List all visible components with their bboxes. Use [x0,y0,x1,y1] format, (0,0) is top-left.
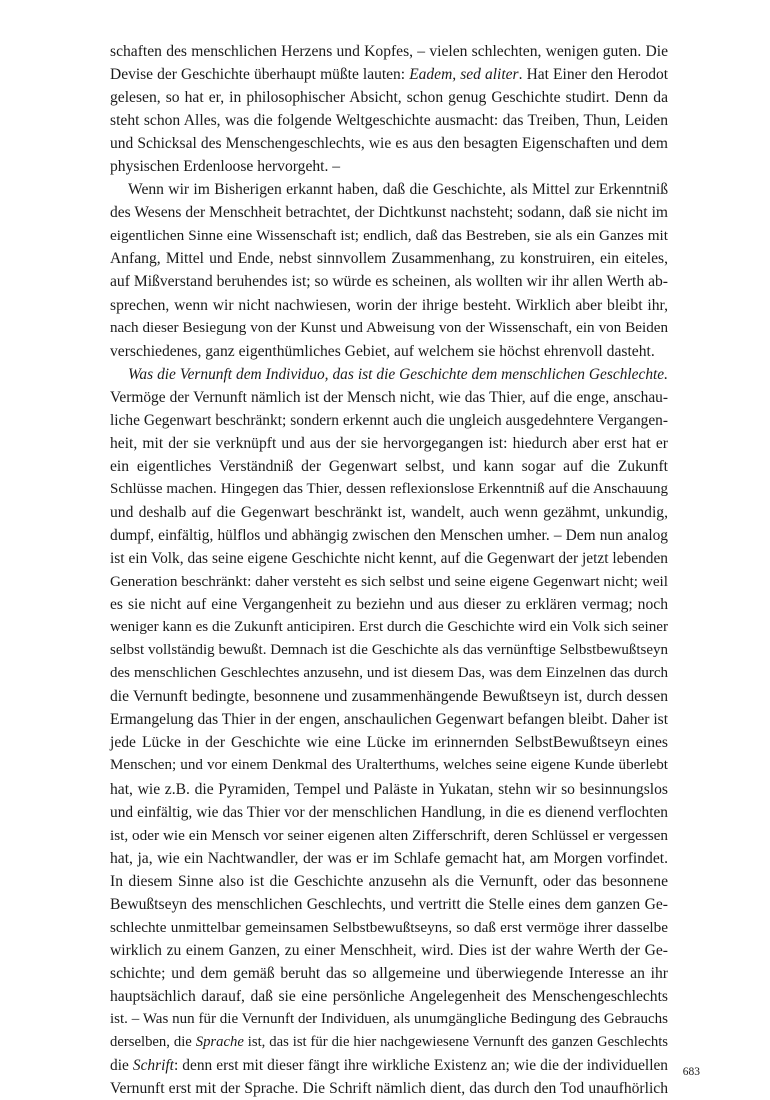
text-line: des menschlichen Geschlechtes anzusehn, und ist diesem Das, was dem Einzelnen das durch [110,665,668,682]
page-body [110,40,668,1100]
text-line: Bewußtseyn des menschlichen Geschlechts, und vertritt die Stelle eines dem ganzen Ge- [110,895,668,913]
text-line: gelesen, so hat er, in philosophischer Absicht, schon genug Geschichte studirt. Denn da [110,89,668,107]
text-line: weniger kann es die Zukunft anticipiren. Erst durch die Geschichte wird ein Volk sich seiner [110,619,668,636]
text-line: Vernunft erst mit der Sprache. Die Schrift nämlich dient, das durch den Tod unaufhörlich [110,1080,668,1098]
text-line: dumpf, einfältig, hülflos und abhängig zwischen den Menschen umher. – Dem nun analog [110,526,668,544]
text-line: Vermöge der Vernunft nämlich ist der Mensch nicht, wie das Thier, auf die enge, anschau- [110,388,668,406]
text-line: derselben, die Sprache ist, das ist für die hier nachgewiesene Vernunft des ganzen Geschlechts [110,1034,668,1051]
text-line: selbst vollständig bewußt. Demnach ist die Geschichte als das vernünftige Selbstbewußtseyn [110,642,668,659]
text-line: ist. – Was nun für die Vernunft der Individuen, als unumgängliche Bedingung des Gebrauchs [110,1010,668,1027]
text-line: schlechte unmittelbar gemeinsamen Selbstbewußtseyns, so daß erst vermöge ihrer dasselbe [110,918,668,936]
text-line: Wenn wir im Bisherigen erkannt haben, daß die Geschichte, als Mittel zur Erkenntniß [128,181,668,199]
text-line: verschiedenes, ganz eigenthümliches Gebiet, auf welchem sie höchst ehrenvoll dasteht. [110,342,655,360]
text-line: Schlüsse machen. Hingegen das Thier, dessen reflexionslose Erkenntniß auf die Anschauung [110,480,668,497]
text-line: und deshalb auf die Gegenwart beschränkt ist, wandelt, auch wenn gezähmt, unkundig, [110,503,668,521]
text-line: wirklich zu einem Ganzen, zu einer Menschheit, wird. Dies ist der wahre Werth der Ge- [110,941,668,959]
text-line: jede Lücke in der Geschichte wie eine Lücke im erinnernden SelbstBewußtseyn eines [110,734,668,752]
text-line: heit, mit der sie verknüpft und aus der sie hervorgegangen ist: hiedurch aber erst hat er [110,434,668,452]
text-line: hat, wie z.B. die Pyramiden, Tempel und Paläste in Yukatan, stehn wir so besinnungslos [110,780,668,798]
text-line: hat, ja, wie ein Nachtwandler, der was er im Schlafe gemacht hat, am Morgen vorfindet. [110,849,668,867]
text-line: schaften des menschlichen Herzens und Kopfes, – vielen schlechten, wenigen guten. Die [110,43,668,60]
text-line: Anfang, Mittel und Ende, nebst sinnvollem Zusammenhang, zu konstruiren, ein eiteles, [110,250,668,268]
text-line: Menschen; und vor einem Denkmal des Uralterthums, welches seine eigene Kunde überlebt [110,757,668,774]
text-line: liche Gegenwart beschränkt; sondern erkennt auch die ungleich ausgedehntere Vergangen- [110,411,668,429]
text-line: sprechen, wenn wir nicht nachwiesen, worin der ihrige besteht. Wirklich aber bleibt ihr, [110,296,668,314]
text-line: es sie nicht auf eine Vergangenheit zu beziehn und aus dieser zu erklären vermag; noch [110,596,668,614]
text-line: die Vernunft bedingte, besonnene und zusammenhängende Bewußtseyn ist, durch dessen [110,688,668,706]
text-line: und einfältig, wie das Thier vor der menschlichen Handlung, in die es dienend verflochten [110,803,668,821]
text-line: Generation beschränkt: daher versteht es sich selbst und seine eigene Gegenwart nicht; weil [110,573,668,591]
text-line: die Schrift: denn erst mit dieser fängt ihre wirkliche Existenz an; wie die der individuellen [110,1057,668,1075]
text-line: und Schicksal des Menschengeschlechts, wie es aus den besagten Eigenschaften und dem [110,135,668,153]
text-line: schichte; und dem gemäß beruht das so allgemeine und überwiegende Interesse an ihr [110,964,668,982]
text-line: des Wesens der Menschheit betrachtet, der Dichtkunst nachsteht; sodann, daß sie nicht im [110,204,668,222]
text-line: ist, oder wie ein Mensch vor seiner eigenen alten Zifferschrift, deren Schlüssel er vergessen [110,826,668,844]
text-line: Devise der Geschichte überhaupt müßte lauten: Eadem, sed aliter. Hat Einer den Herodot [110,66,668,84]
text-line: Ermangelung das Thier in der engen, anschaulichen Gegenwart befangen bleibt. Daher ist [110,711,668,729]
text-line: nach dieser Besiegung von der Kunst und Abweisung von der Wissenschaft, ein von Beiden [110,319,668,336]
text-line: ein eigentliches Verständniß der Gegenwart selbst, und kann sogar auf die Zukunft [110,457,668,475]
text-line: In diesem Sinne also ist die Geschichte anzusehn als die Vernunft, oder das besonnene [110,872,668,890]
text-line: ist ein Volk, das seine eigene Geschichte nicht kennt, auf die Gegenwart der jetzt lebenden [110,550,668,568]
text-line: physischen Erdenloose hervorgeht. – [110,158,341,176]
text-line: auf Mißverstand beruhendes ist; so würde es scheinen, als wollten wir ihr allen Werth ab- [110,273,668,291]
text-line: steht schon Alles, was die folgende Weltgeschichte ausmacht: das Treiben, Thun, Leiden [110,112,668,130]
page-number: 683 [682,1066,700,1078]
text-line: Was die Vernunft dem Individuo, das ist die Geschichte dem menschlichen Geschlechte. [128,365,668,383]
text-line: eigentlichen Sinne eine Wissenschaft ist; endlich, daß das Bestreben, sie als ein Ganzes mit [110,227,668,245]
text-line: hauptsächlich darauf, daß sie eine persönliche Angelegenheit des Menschengeschlechts [110,987,668,1005]
